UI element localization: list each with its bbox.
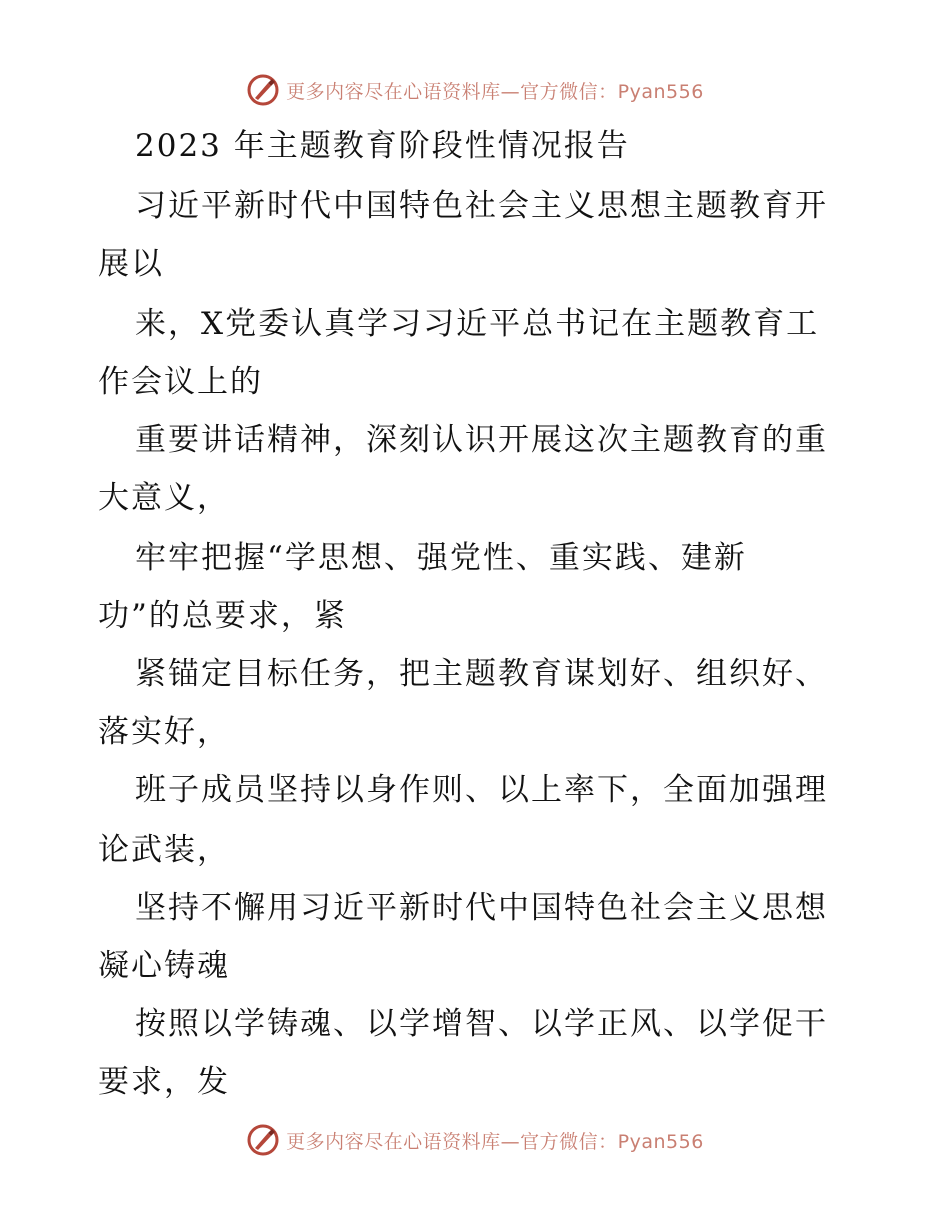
header-watermark	[0, 70, 950, 110]
paragraph-line: 按照以学铸魂、以学增智、以学正风、以学促干	[135, 1006, 828, 1042]
paragraph-line: 紧锚定目标任务，把主题教育谋划好、组织好、	[135, 656, 828, 692]
watermark-text: 更多内容尽在心语资料库—官方微信：Pyan556	[286, 1130, 704, 1153]
paragraph-line: 凝心铸魂	[98, 948, 230, 984]
paragraph-line: 论武装，	[98, 832, 230, 868]
paragraph-line: 大意义，	[98, 480, 230, 516]
paragraph-line: 功”的总要求，紧	[98, 598, 347, 634]
paragraph-line: 班子成员坚持以身作则、以上率下，全面加强理	[135, 772, 828, 808]
paragraph-line: 重要讲话精神，深刻认识开展这次主题教育的重	[135, 422, 828, 458]
paragraph-line: 作会议上的	[98, 364, 263, 400]
paragraph-line: 坚持不懈用习近平新时代中国特色社会主义思想	[135, 890, 828, 926]
footer-watermark	[0, 1120, 950, 1160]
paragraph-line: 牢牢把握“学思想、强党性、重实践、建新	[135, 540, 747, 576]
pen-logo-icon	[246, 1123, 280, 1157]
paragraph-line: 来，X党委认真学习习近平总书记在主题教育工	[135, 306, 820, 342]
paragraph-line: 要求，发	[98, 1064, 230, 1100]
paragraph-line: 落实好，	[98, 714, 230, 750]
pen-logo-icon	[246, 73, 280, 107]
paragraph-line: 习近平新时代中国特色社会主义思想主题教育开	[135, 188, 828, 224]
document-title: 2023 年主题教育阶段性情况报告	[135, 128, 630, 164]
paragraph-line: 展以	[98, 246, 164, 282]
watermark-text: 更多内容尽在心语资料库—官方微信：Pyan556	[286, 80, 704, 103]
